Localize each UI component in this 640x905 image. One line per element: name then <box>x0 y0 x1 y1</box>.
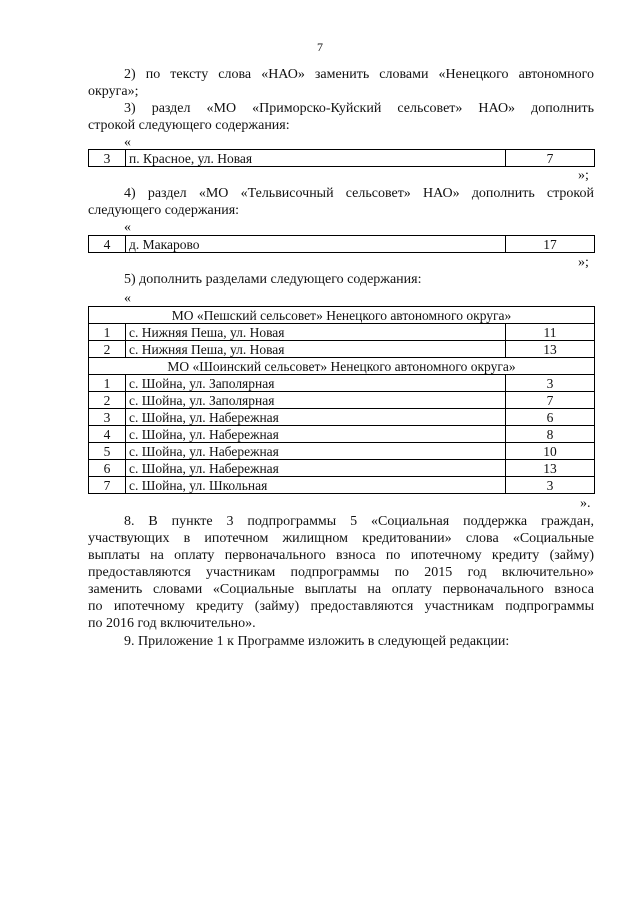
item4-line2: следующего содержания: <box>88 203 240 218</box>
row-value: 7 <box>506 392 595 409</box>
row-value: 13 <box>506 460 595 477</box>
row-value: 17 <box>506 236 595 253</box>
row-place: п. Красное, ул. Новая <box>126 150 506 167</box>
item2-line2: округа»; <box>88 84 139 99</box>
table-row <box>89 426 595 443</box>
row-place: с. Шойна, ул. Набережная <box>126 443 506 460</box>
row-number: 2 <box>89 392 126 409</box>
row-number: 1 <box>89 375 126 392</box>
item8-line1: 8. В пункте 3 подпрограммы 5 «Социальная поддержка граждан, <box>124 514 594 529</box>
item5-text: 5) дополнить разделами следующего содержания: <box>124 272 422 287</box>
close-quote-1: »; <box>578 168 589 183</box>
row-place: с. Шойна, ул. Заполярная <box>126 392 506 409</box>
section-header-row <box>89 358 595 375</box>
row-value: 3 <box>506 375 595 392</box>
row-place: д. Макарово <box>126 236 506 253</box>
table-row <box>89 460 595 477</box>
table-row <box>89 392 595 409</box>
item4-line1: 4) раздел «МО «Тельвисочный сельсовет» НАО» дополнить строкой <box>124 186 594 201</box>
row-number: 6 <box>89 460 126 477</box>
row-value: 6 <box>506 409 595 426</box>
row-place: с. Нижняя Пеша, ул. Новая <box>126 324 506 341</box>
row-number: 5 <box>89 443 126 460</box>
row-place: с. Шойна, ул. Школьная <box>126 477 506 494</box>
section-header-row <box>89 307 595 324</box>
table-row <box>89 341 595 358</box>
open-quote-2: « <box>124 220 131 235</box>
row-number: 4 <box>89 426 126 443</box>
page-number: 7 <box>317 40 323 54</box>
row-place: с. Шойна, ул. Набережная <box>126 426 506 443</box>
row-place: с. Шойна, ул. Набережная <box>126 460 506 477</box>
close-quote-2: »; <box>578 255 589 270</box>
item8-line2: участвующих в ипотечном жилищном кредитовании» слова «Социальные <box>88 531 594 546</box>
table-row <box>89 443 595 460</box>
row-number: 3 <box>89 150 126 167</box>
row-place: с. Шойна, ул. Заполярная <box>126 375 506 392</box>
row-place: с. Нижняя Пеша, ул. Новая <box>126 341 506 358</box>
item3-line2: строкой следующего содержания: <box>88 118 290 133</box>
item3-line1: 3) раздел «МО «Приморско-Куйский сельсовет» НАО» дополнить <box>124 101 594 116</box>
row-value: 8 <box>506 426 595 443</box>
item9-text: 9. Приложение 1 к Программе изложить в следующей редакции: <box>124 634 510 649</box>
row-number: 7 <box>89 477 126 494</box>
item8-line5: заменить словами «Социальные выплаты на оплату первоначального взноса <box>88 582 594 597</box>
row-value: 3 <box>506 477 595 494</box>
open-quote-1: « <box>124 135 131 150</box>
item8-line3: выплаты на оплату первоначального взноса по ипотечному кредиту (займу) <box>88 548 594 563</box>
item2-line1: 2) по тексту слова «НАО» заменить словами «Ненецкого автономного <box>124 67 594 82</box>
table-row <box>89 324 595 341</box>
table-row <box>89 477 595 494</box>
table-row <box>89 236 595 253</box>
close-quote-3: ». <box>580 496 591 511</box>
table-primorsko <box>88 149 595 167</box>
row-number: 2 <box>89 341 126 358</box>
row-value: 13 <box>506 341 595 358</box>
open-quote-3: « <box>124 291 131 306</box>
row-place: с. Шойна, ул. Набережная <box>126 409 506 426</box>
section2-title: МО «Шоинский сельсовет» Ненецкого автономного округа» <box>89 358 595 375</box>
section1-title: МО «Пешский сельсовет» Ненецкого автономного округа» <box>89 307 595 324</box>
row-number: 4 <box>89 236 126 253</box>
table-row <box>89 150 595 167</box>
item8-line6: по ипотечному кредиту (займу) предоставляются участникам подпрограммы <box>88 599 594 614</box>
row-value: 7 <box>506 150 595 167</box>
row-value: 11 <box>506 324 595 341</box>
item8-line7: по 2016 год включительно». <box>88 616 256 631</box>
table-row <box>89 409 595 426</box>
table-row <box>89 375 595 392</box>
row-number: 3 <box>89 409 126 426</box>
table-telvisochny <box>88 235 595 253</box>
item8-line4: предоставляются участникам подпрограммы по 2015 год включительно» <box>88 565 594 580</box>
row-value: 10 <box>506 443 595 460</box>
row-number: 1 <box>89 324 126 341</box>
table-new-sections <box>88 306 595 494</box>
